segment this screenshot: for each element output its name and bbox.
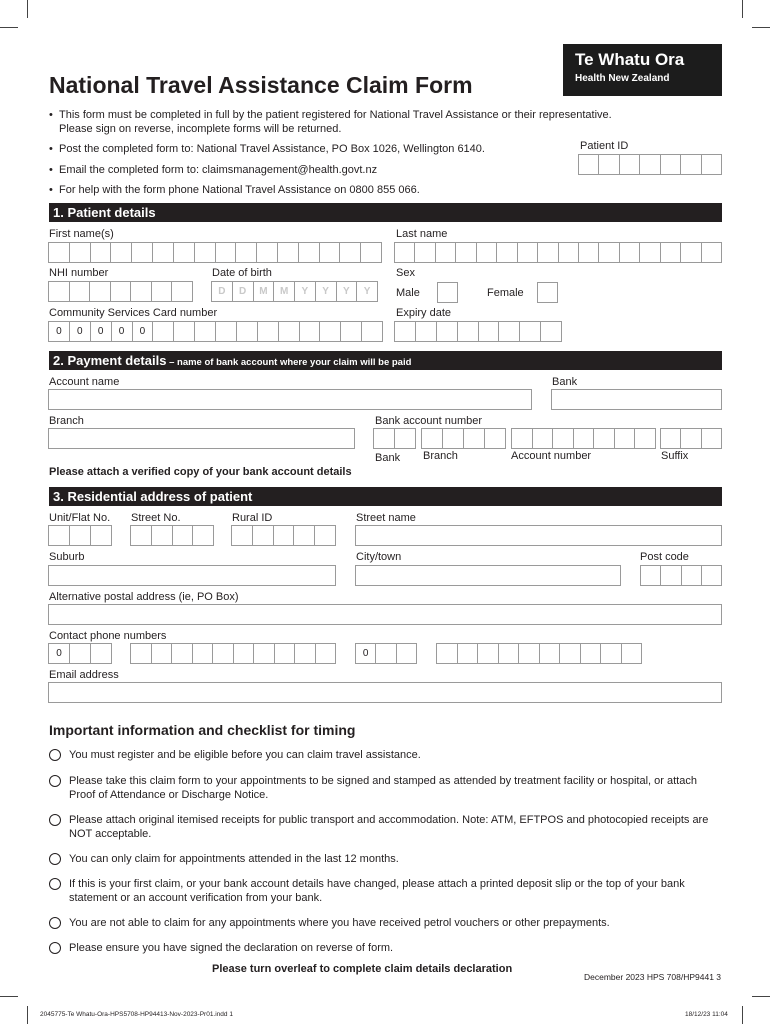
logo-name: Te Whatu Ora	[575, 50, 685, 69]
unit-field[interactable]	[48, 525, 112, 546]
attach-bank-note: Please attach a verified copy of your bank account details	[49, 466, 352, 478]
checklist-radio[interactable]	[49, 853, 61, 865]
alt-postal-field[interactable]	[48, 604, 722, 625]
phone1-number-field[interactable]	[130, 643, 336, 664]
dob-placeholder: M	[254, 282, 275, 301]
email-label: Email address	[49, 669, 119, 681]
section-title: 2. Payment details	[53, 353, 167, 368]
section-payment-details	[49, 351, 722, 370]
bank-label: Bank	[552, 376, 578, 388]
dob-field[interactable]	[211, 281, 378, 302]
alt-postal-label: Alternative postal address (ie, PO Box)	[49, 591, 239, 603]
bank-col-label: Bank	[375, 452, 401, 464]
suffix-field[interactable]	[660, 428, 722, 449]
sex-label: Sex	[396, 267, 415, 279]
street-no-field[interactable]	[130, 525, 214, 546]
overleaf-note: Please turn overleaf to complete claim details declaration	[212, 963, 513, 975]
csc-prefill: 0	[70, 322, 91, 341]
account-col-label: Account number	[511, 450, 592, 462]
bank-field[interactable]	[551, 389, 722, 410]
branch-code-field[interactable]	[421, 428, 506, 449]
checklist-text: Please ensure you have signed the declaration on reverse of form.	[69, 942, 394, 954]
account-number-field[interactable]	[511, 428, 656, 449]
branch-field[interactable]	[48, 428, 355, 449]
checklist-item	[49, 942, 721, 956]
checklist-text: Please attach original itemised receipts for public transport and accommodation. Note: ATM, EFTPOS and photocopied receipts are NOT acceptable.	[69, 814, 709, 840]
dob-placeholder: Y	[295, 282, 316, 301]
branch-label: Branch	[49, 415, 84, 427]
checklist-radio[interactable]	[49, 775, 61, 787]
checklist-item	[49, 853, 721, 867]
intro-bullet: • This form must be completed in full by the patient registered for National Travel Assistance or their representative. Please sign on reverse, incomplete forms will be returned.	[49, 109, 624, 136]
phone2-area-field[interactable]	[355, 643, 417, 664]
branch-col-label: Branch	[423, 450, 458, 462]
first-name-field[interactable]	[48, 242, 382, 263]
form-code: December 2023 HPS 708/HP9441 3	[584, 972, 722, 982]
print-file-info: 2045775-Te Whatu-Ora-HPS5708-HP94413-Nov-2023-Pr01.indd 1	[40, 1011, 233, 1018]
crop-mark	[742, 0, 743, 18]
phone1-area-field[interactable]	[48, 643, 112, 664]
checklist-radio[interactable]	[49, 917, 61, 929]
city-field[interactable]	[355, 565, 621, 586]
expiry-field[interactable]	[394, 321, 562, 342]
csc-prefill: 0	[112, 322, 133, 341]
checklist-item	[49, 749, 721, 763]
intro-bullets	[49, 109, 624, 205]
dob-label: Date of birth	[212, 267, 272, 279]
csc-number-field[interactable]	[48, 321, 383, 342]
expiry-label: Expiry date	[396, 307, 452, 319]
male-label: Male	[396, 287, 420, 299]
post-code-label: Post code	[640, 551, 689, 563]
checklist-title: Important information and checklist for timing	[49, 722, 356, 738]
dob-placeholder: M	[274, 282, 295, 301]
page-title: National Travel Assistance Claim Form	[49, 72, 473, 98]
checklist-text: You are not able to claim for any appointments where you have received petrol vouchers or other prepayments.	[69, 917, 610, 929]
section-subtitle: – name of bank account where your claim will be paid	[166, 357, 412, 368]
phone-prefix: 0	[49, 644, 70, 663]
suburb-label: Suburb	[49, 551, 85, 563]
section-patient-details	[49, 203, 722, 222]
checklist-text: You must register and be eligible before you can claim travel assistance.	[69, 749, 421, 761]
phone-prefix: 0	[356, 644, 376, 663]
print-time-info: 18/12/23 11:04	[685, 1011, 728, 1018]
csc-label: Community Services Card number	[49, 307, 218, 319]
intro-bullet: • Email the completed form to: claimsmanagement@health.govt.nz	[49, 164, 624, 178]
last-name-field[interactable]	[394, 242, 722, 263]
brand-logo	[563, 44, 722, 96]
nhi-label: NHI number	[49, 267, 109, 279]
checklist-radio[interactable]	[49, 942, 61, 954]
checklist-text: Please take this claim form to your appointments to be signed and stamped as attended by treatment facility or hospital, or attach Proof of Attendance or Discharge Notice.	[69, 775, 697, 801]
logo-subtitle: Health New Zealand	[575, 73, 670, 84]
intro-bullet: • For help with the form phone National Travel Assistance on 0800 855 066.	[49, 184, 624, 198]
post-code-field[interactable]	[640, 565, 722, 586]
checklist-item	[49, 814, 721, 841]
male-checkbox[interactable]	[437, 282, 458, 303]
dob-placeholder: Y	[316, 282, 337, 301]
last-name-label: Last name	[396, 228, 448, 240]
street-name-field[interactable]	[355, 525, 722, 546]
phone2-number-field[interactable]	[436, 643, 642, 664]
rural-id-label: Rural ID	[232, 512, 273, 524]
phone-label: Contact phone numbers	[49, 630, 167, 642]
patient-id-field[interactable]	[578, 154, 722, 175]
crop-mark	[0, 27, 18, 28]
bank-account-number-label: Bank account number	[375, 415, 483, 427]
intro-bullet: • Post the completed form to: National Travel Assistance, PO Box 1026, Wellington 6140.	[49, 143, 624, 157]
account-name-field[interactable]	[48, 389, 532, 410]
crop-mark	[752, 27, 770, 28]
street-name-label: Street name	[356, 512, 416, 524]
nhi-field[interactable]	[48, 281, 193, 302]
street-no-label: Street No.	[131, 512, 181, 524]
csc-prefill: 0	[49, 322, 70, 341]
csc-prefill: 0	[133, 322, 154, 341]
dob-placeholder: Y	[337, 282, 358, 301]
email-field[interactable]	[48, 682, 722, 703]
checklist-text: If this is your first claim, or your bank account details have changed, please attach a printed deposit slip or the top of your bank statement or an account verification from your bank.	[69, 878, 685, 904]
checklist-radio[interactable]	[49, 749, 61, 761]
bank-code-field[interactable]	[373, 428, 416, 449]
female-checkbox[interactable]	[537, 282, 558, 303]
account-name-label: Account name	[49, 376, 120, 388]
unit-label: Unit/Flat No.	[49, 512, 111, 524]
female-label: Female	[487, 287, 524, 299]
patient-id-label: Patient ID	[580, 140, 629, 152]
first-name-label: First name(s)	[49, 228, 114, 240]
suffix-col-label: Suffix	[661, 450, 689, 462]
crop-mark	[27, 1006, 28, 1024]
checklist-radio[interactable]	[49, 878, 61, 890]
crop-mark	[27, 0, 28, 18]
section-residential-address	[49, 487, 722, 506]
checklist-item	[49, 775, 721, 802]
crop-mark	[0, 996, 18, 997]
city-label: City/town	[356, 551, 402, 563]
crop-mark	[752, 996, 770, 997]
crop-mark	[742, 1006, 743, 1024]
checklist-item	[49, 917, 721, 931]
section-title: 3. Residential address of patient	[53, 489, 253, 504]
dob-placeholder: D	[233, 282, 254, 301]
rural-id-field[interactable]	[231, 525, 336, 546]
checklist-radio[interactable]	[49, 814, 61, 826]
section-title: 1. Patient details	[53, 205, 156, 220]
dob-placeholder: Y	[363, 286, 371, 297]
csc-prefill: 0	[91, 322, 112, 341]
checklist-text: You can only claim for appointments attended in the last 12 months.	[69, 853, 399, 865]
checklist-item	[49, 878, 721, 905]
dob-placeholder: D	[212, 282, 233, 301]
suburb-field[interactable]	[48, 565, 336, 586]
